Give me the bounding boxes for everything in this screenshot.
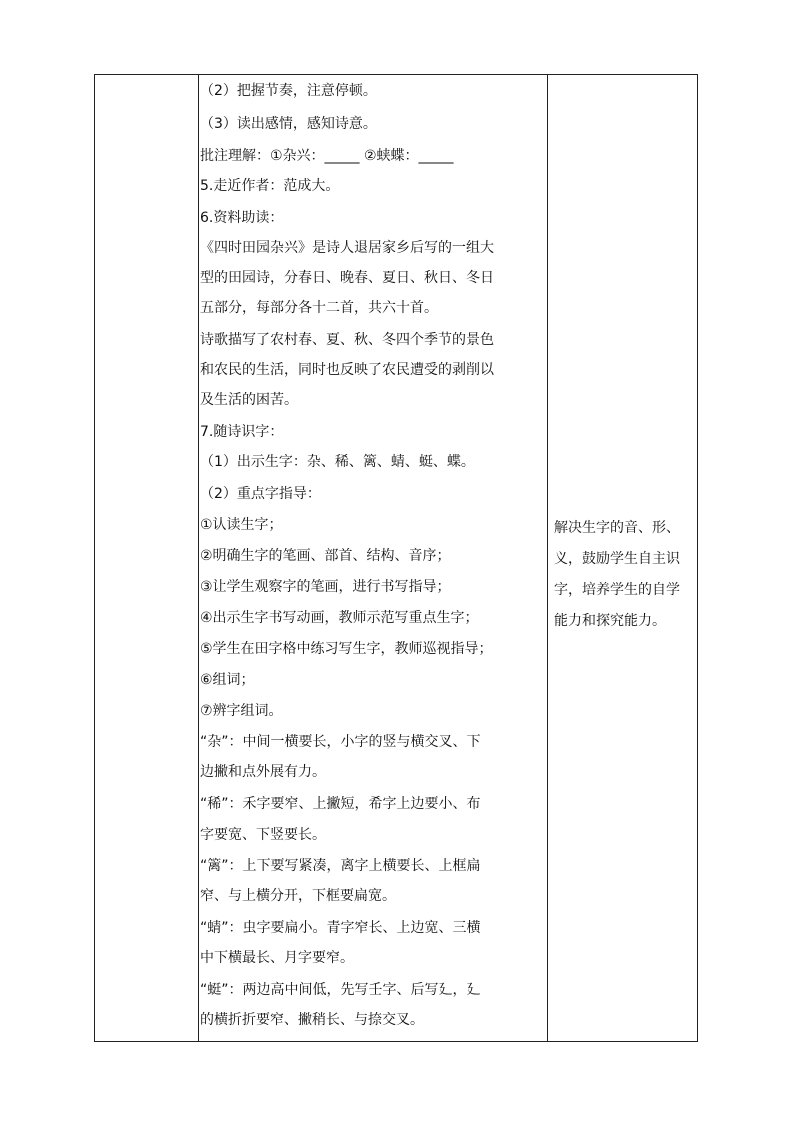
text-line: 的横折折要窄、撇稍长、与捺交叉。 [200, 1012, 424, 1028]
table-top-border [94, 74, 698, 75]
text-line: “稀”：禾字要窄、上撇短，希字上边要小、布 [200, 796, 481, 812]
intent-line: 字，培养学生的自学 [554, 582, 680, 598]
intent-line: 能力和探究能力。 [554, 613, 666, 629]
text-line: 诗歌描写了农村春、夏、秋、冬四个季节的景色 [200, 332, 494, 348]
lesson-table [94, 74, 698, 1042]
text-line: （2）把握节奏，注意停顿。 [200, 83, 377, 99]
text-line: “蜓”：两边高中间低，先写壬字、后写廴，廴 [200, 982, 481, 998]
text-line: 字要宽、下竖要长。 [200, 827, 326, 843]
text-line: （3）读出感情，感知诗意。 [200, 116, 377, 132]
intent-line: 解决生字的音、形、 [554, 520, 680, 536]
text-line: “蜻”：虫字要扁小。青字窄长、上边宽、三横 [200, 920, 481, 936]
text-line: （1）出示生字：杂、稀、篱、蜻、蜓、蝶。 [200, 454, 475, 470]
text-line: （2）重点字指导： [200, 486, 321, 502]
text-line: 边撇和点外展有力。 [200, 764, 326, 780]
intent-line: 义，鼓励学生自主识 [554, 551, 680, 567]
text-line: 窄、与上横分开，下框要扁宽。 [200, 888, 396, 904]
table-bottom-border [94, 1041, 698, 1042]
text-line: 7.随诗识字： [200, 424, 284, 440]
text-line: 《四时田园杂兴》是诗人退居家乡后写的一组大 [200, 240, 494, 256]
column-divider-1 [198, 74, 199, 1042]
text-line: 和农民的生活，同时也反映了农民遭受的剥削以 [200, 362, 494, 378]
text-line: 中下横最长、月字要窄。 [200, 950, 354, 966]
text-line: 批注理解：①杂兴：_____ ②蛱蝶：_____ [200, 148, 454, 164]
text-line: “篱”：上下要写紧凑，离字上横要长、上框扁 [200, 858, 481, 874]
text-line: ⑦辨字组词。 [200, 703, 283, 719]
text-line: ③让学生观察字的笔画，进行书写指导； [200, 579, 451, 595]
text-line: ⑥组词； [200, 672, 255, 688]
text-line: ④出示生字书写动画，教师示范写重点生字； [200, 610, 479, 626]
text-line: 型的田园诗，分春日、晚春、夏日、秋日、冬日 [200, 270, 494, 286]
text-line: 五部分，每部分各十二首，共六十首。 [200, 300, 438, 316]
text-line: 及生活的困苦。 [200, 392, 298, 408]
text-line: ②明确生字的笔画、部首、结构、音序； [200, 548, 451, 564]
column-divider-2 [547, 74, 548, 1042]
text-line: 6.资料助读： [200, 210, 284, 226]
table-left-border [94, 74, 95, 1042]
text-line: “杂”：中间一横要长，小字的竖与横交叉、下 [200, 734, 481, 750]
text-line: ①认读生字； [200, 517, 283, 533]
text-line: ⑤学生在田字格中练习写生字，教师巡视指导； [200, 641, 493, 657]
text-line: 5.走近作者：范成大。 [200, 178, 340, 194]
table-right-border [697, 74, 698, 1042]
